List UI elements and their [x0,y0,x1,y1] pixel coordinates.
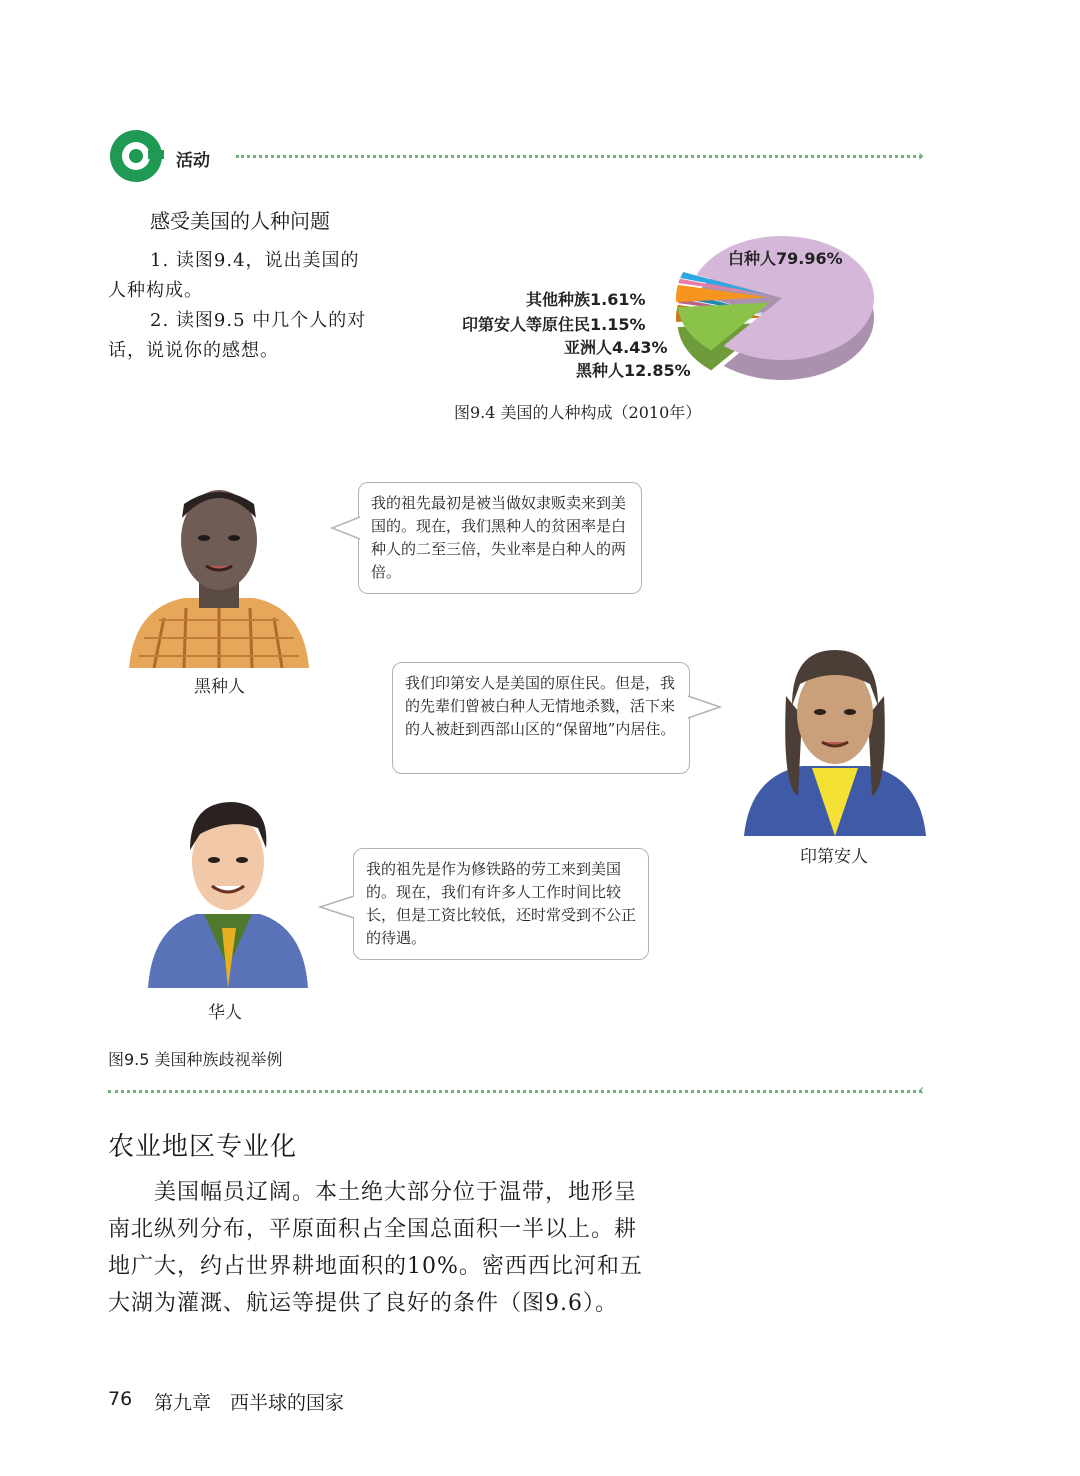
activity-title: 感受美国的人种问题 [150,209,330,233]
black-man-speech-bubble: 我的祖先最初是被当做奴隶贩卖来到美国的。现在，我们黑种人的贫困率是白种人的二至三倍，失业率是白种人的两倍。 [358,482,642,594]
black-man-label: 黑种人 [194,677,245,697]
section-body: 美国幅员辽阔。本土绝大部分位于温带，地形呈南北纵列分布，平原面积占全国总面积一半以上。耕地广大，约占世界耕地面积的10%。密西西比河和五大湖为灌溉、航运等提供了良好的条件（图9.6）。 [108,1180,643,1316]
activity-icon [108,128,164,184]
chinese-man-portrait [146,788,310,988]
figure-9-5-caption: 图9.5 美国种族歧视举例 [108,1050,283,1069]
page-number: 76 [108,1388,133,1410]
pie-label-white: 白种人79.96% [728,249,843,268]
section-title: 农业地区专业化 [108,1132,298,1162]
activity-question-2: 2. 读图9.5 中几个人的对话，说说你的感想。 [108,310,367,361]
pie-label-other: 其他种族1.61% [526,290,646,309]
chevron-right-icon: › [918,146,925,165]
bubble-tail [686,694,722,720]
native-man-portrait [742,636,928,836]
bubble-tail [318,894,356,920]
pie-label-black: 黑种人12.85% [576,361,691,380]
bubble-tail [330,515,362,541]
black-man-portrait [124,478,314,668]
chevron-left-icon: ‹ [918,1080,925,1099]
pie-label-asian: 亚洲人4.43% [564,338,668,357]
native-man-speech-bubble: 我们印第安人是美国的原住民。但是，我的先辈们曾被白种人无情地杀戮，活下来的人被赶到西部山区的“保留地”内居住。 [392,662,690,774]
chinese-man-speech-bubble: 我的祖先是作为修铁路的劳工来到美国的。现在，我们有许多人工作时间比较长，但是工资比较低，还时常受到不公正的待遇。 [353,848,649,960]
activity-top-divider [236,155,922,158]
chinese-man-label: 华人 [208,1003,242,1023]
figure-9-4-caption: 图9.4 美国的人种构成（2010年） [454,403,702,422]
activity-bottom-divider [108,1090,922,1093]
activity-question-1: 1. 读图9.4，说出美国的人种构成。 [108,250,360,301]
pie-label-native: 印第安人等原住民1.15% [462,315,646,334]
native-man-label: 印第安人 [800,847,868,867]
activity-label: 活动 [176,151,210,171]
chapter-title: 第九章 西半球的国家 [154,1392,345,1414]
